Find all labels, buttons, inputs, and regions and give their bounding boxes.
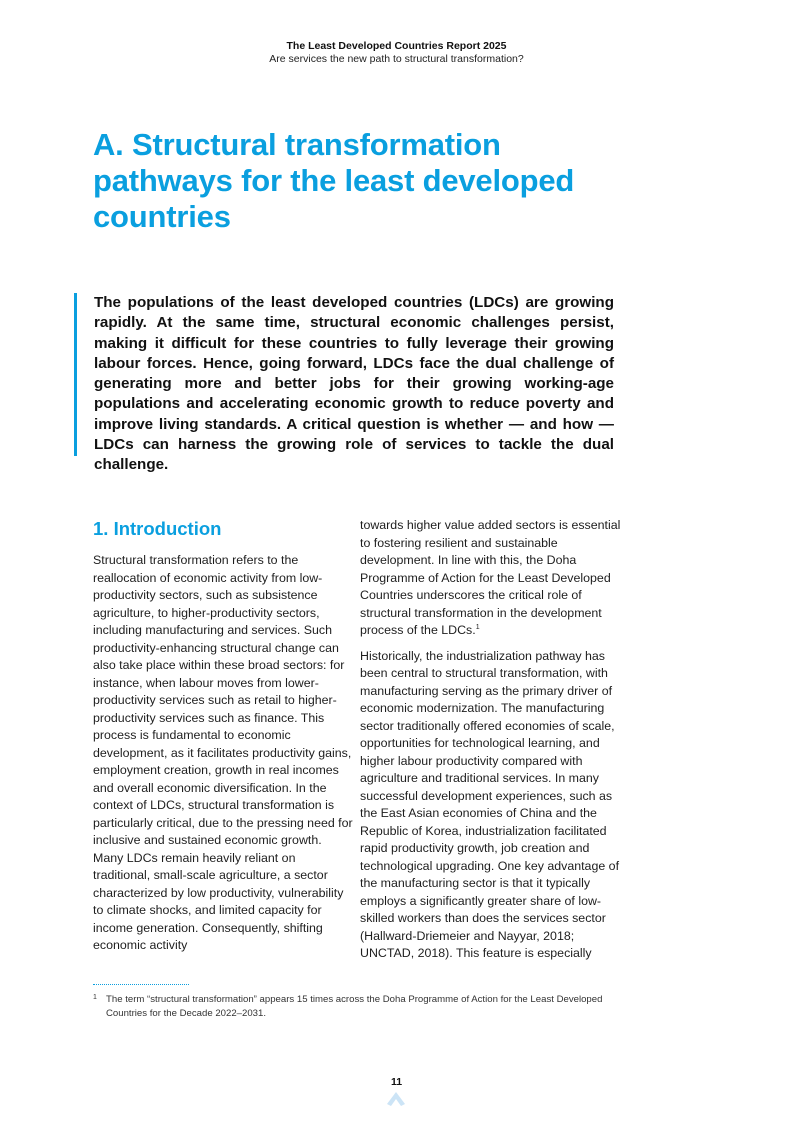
page-number: 11: [390, 1076, 403, 1088]
lead-paragraph-block: [74, 293, 614, 476]
report-title: The Least Developed Countries Report 2025: [286, 40, 507, 52]
accent-bar: [74, 293, 77, 456]
subsection-title: 1. Introduction: [93, 518, 222, 539]
running-header: [0, 40, 793, 66]
chevron-up-icon[interactable]: [386, 1090, 406, 1110]
lead-paragraph: The populations of the least developed countries (LDCs) are growing rapidly. At the same time, structural economic challenges persist, making it difficult for these countries to fully leverage their growing labour forces. Hence, going forward, LDCs face the dual challenge of generating more and better jobs for their growing working-age populations and accelerating economic growth to reduce poverty and improve living standards. A critical question is whether — and how — LDCs can harness the growing role of services to tackle the dual challenge.: [94, 294, 614, 474]
report-subtitle: Are services the new path to structural transformation?: [269, 53, 524, 65]
right-column: [360, 517, 622, 971]
footnote-text: The term “structural transformation” appears 15 times across the Doha Programme of Action for the Least Developed Countries for the Decade 2022–2031.: [106, 994, 603, 1019]
body-paragraph-1b-text: towards higher value added sectors is essential to fostering resilient and sustainable development. In line with this, the Doha Programme of Action for the Least Developed Countries underscores the critical role of structural transformation in the development process of the LDCs.: [360, 518, 621, 637]
body-paragraph-2: Historically, the industrialization pathway has been central to structural transformation, with manufacturing serving as the primary driver of economic modernization. The manufacturing sector traditionally offered economies of scale, opportunities for technological learning, and higher labour productivity compared with agriculture and traditional services. In many successful development experiences, such as the East Asian economies of China and the Republic of Korea, industrialization facilitated rapid productivity growth, job creation and technological upgrading. One key advantage of the manufacturing sector is that it typically employs a significantly greater share of low-skilled workers than does the services sector (Hallward-Driemeier and Nayyar, 2018; UNCTAD, 2018). This feature is especially: [360, 648, 620, 960]
footnote-reference[interactable]: 1: [475, 623, 480, 631]
body-paragraph-1a: Structural transformation refers to the reallocation of economic activity from low-productivity sectors, such as subsistence agriculture, to higher-productivity sectors, including manufacturing and services. Such productivity-enhancing structural change can also take place within these broad sectors: for instance, when labour moves from lower-productivity services such as retail to higher-productivity services such as finance. This process is fundamental to economic development, as it facilitates productivity gains, employment creation, growth in real incomes and overall economic diversification. In the context of LDCs, structural transformation is particularly critical, due to the pressing need for inclusive and sustained economic growth. Many LDCs remain heavily reliant on traditional, small-scale agriculture, a sector characterized by low productivity, vulnerability to climate shocks, and limited capacity for income generation. Consequently, shifting economic activity: [93, 553, 353, 952]
footnote: [93, 993, 613, 1020]
left-column: [93, 518, 355, 963]
body-paragraph-1b: [360, 517, 622, 640]
footnote-number: 1: [93, 994, 97, 1001]
section-title: A. Structural transformation pathways for the least developed countries: [93, 127, 575, 234]
footnote-divider: [93, 984, 189, 985]
